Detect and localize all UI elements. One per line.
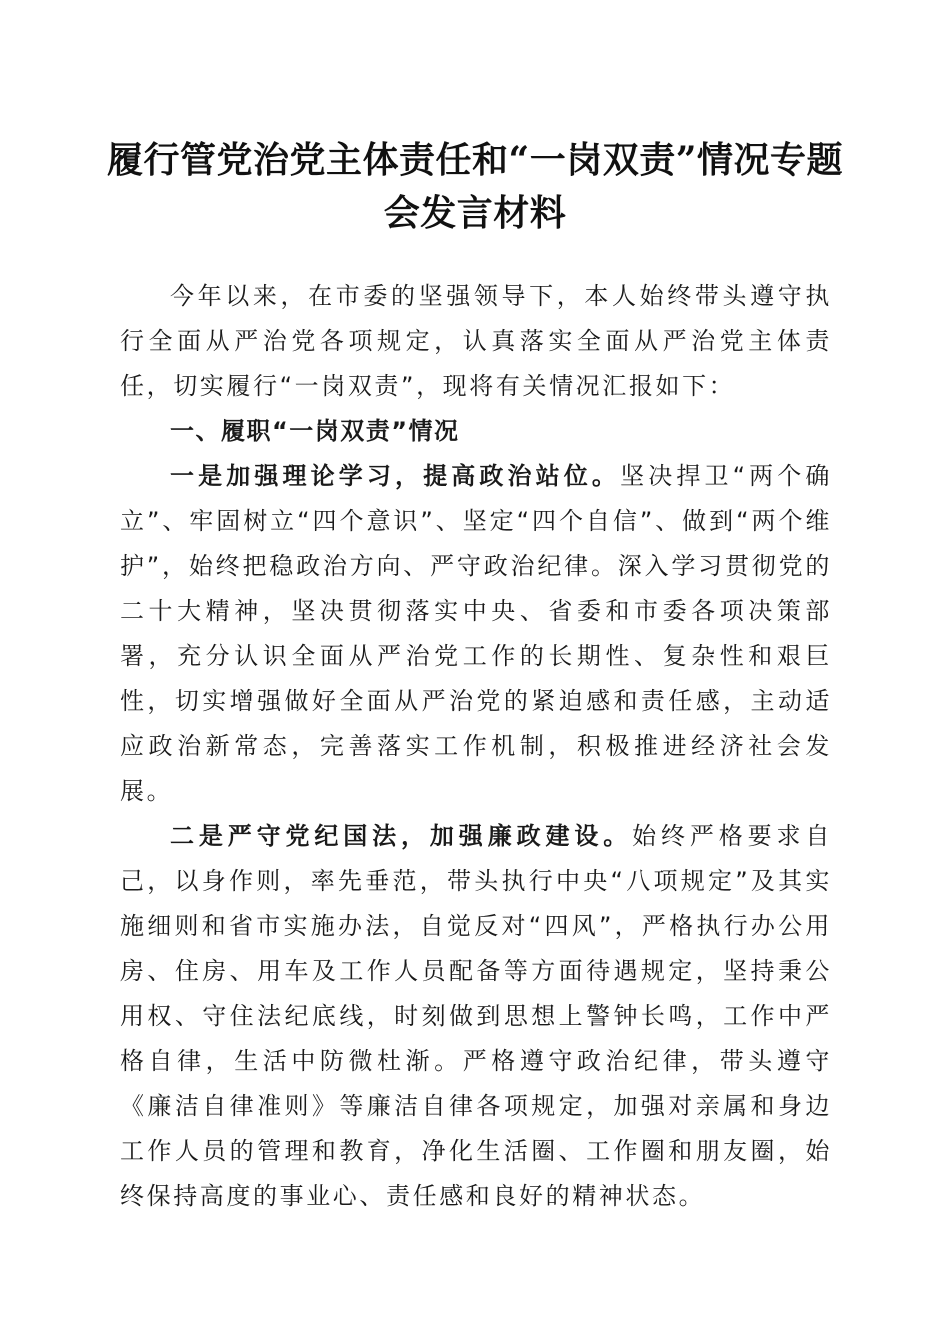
intro-paragraph: 今年以来，在市委的坚强领导下，本人始终带头遵守执行全面从严治党各项规定，认真落实全面从严治党主体责任，切实履行“一岗双责”，现将有关情况汇报如下： <box>120 282 832 400</box>
point-1-lead: 一是加强理论学习，提高政治站位。 <box>170 462 621 490</box>
point-2-text: 始终严格要求自己，以身作则，率先垂范，带头执行中央“八项规定”及其实施细则和省市实施办法，自觉反对“四风”，严格执行办公用房、住房、用车及工作人员配备等方面待遇规定，坚持秉公用权、守住法纪底线，时刻做到思想上警钟长鸣，工作中严格自律，生活中防微杜渐。严格遵守政治纪律，带头遵守《廉洁自律准则》等廉洁自律各项规定，加强对亲属和身边工作人员的管理和教育，净化生活圈、工作圈和朋友圈，始终保持高度的事业心、责任感和良好的精神状态。 <box>120 822 832 1210</box>
point-1-text: 坚决捍卫“两个确立”、牢固树立“四个意识”、坚定“四个自信”、做到“两个维护”，始终把稳政治方向、严守政治纪律。深入学习贯彻党的二十大精神，坚决贯彻落实中央、省委和市委各项决策部署，充分认识全面从严治党工作的长期性、复杂性和艰巨性，切实增强做好全面从严治党的紧迫感和责任感，主动适应政治新常态，完善落实工作机制，积极推进经济社会发展。 <box>120 462 832 805</box>
point-2-paragraph <box>120 814 832 1219</box>
document-body <box>120 274 832 1219</box>
section-1-heading: 一、履职“一岗双责”情况 <box>170 417 460 445</box>
point-1-paragraph <box>120 454 832 814</box>
point-2-lead: 二是严守党纪国法，加强廉政建设。 <box>170 822 633 850</box>
document-title: 履行管党治党主体责任和“一岗双责”情况专题会发言材料 <box>107 139 843 234</box>
